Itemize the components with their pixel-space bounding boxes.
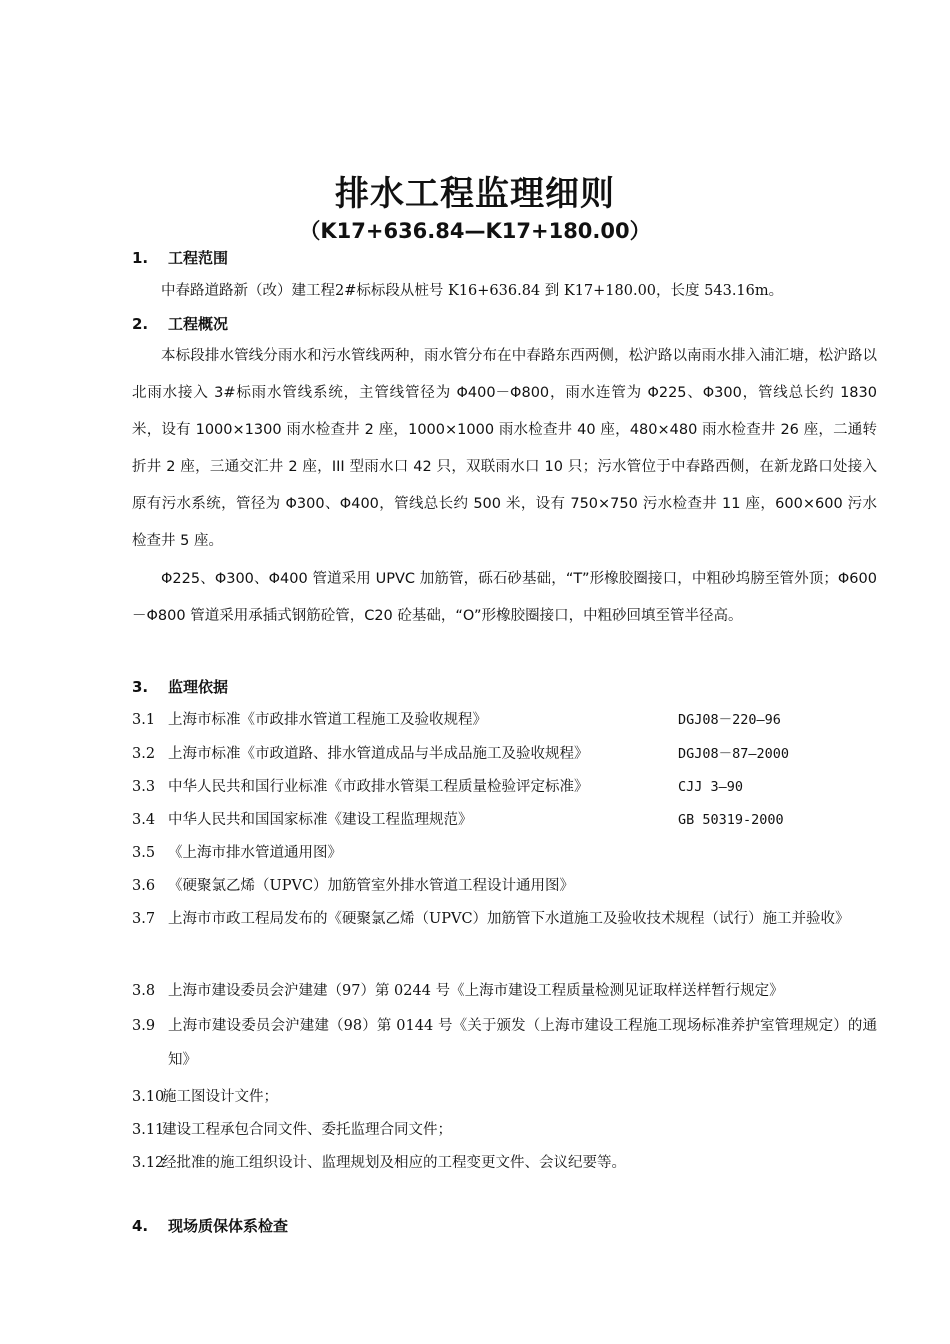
- reference-text: 上海市标准《市政道路、排水管道成品与半成品施工及验收规程》: [168, 746, 589, 762]
- reference-number: 3.7: [132, 911, 156, 927]
- section-1-paragraph: 中春路道路新（改）建工程2#标标段从桩号 K16+636.84 到 K17+180.00，长度 543.16m。: [161, 283, 784, 299]
- reference-number: 3.6: [132, 878, 156, 894]
- reference-number: 3.8: [132, 983, 156, 999]
- reference-number: 3.3: [132, 779, 156, 795]
- section-heading-3: [132, 675, 228, 699]
- reference-text: 中华人民共和国国家标准《建设工程监理规范》: [168, 812, 473, 828]
- section-heading-2: [132, 312, 228, 336]
- section-number: 3.: [132, 678, 149, 696]
- reference-number: 3.1: [132, 712, 156, 728]
- reference-code: DGJ08－87—2000: [678, 746, 790, 762]
- section-title: 工程概况: [168, 315, 229, 333]
- reference-number: 3.12: [132, 1155, 165, 1171]
- reference-text: 上海市市政工程局发布的《硬聚氯乙烯（UPVC）加筋管下水道施工及验收技术规程（试行）施工并验收》: [168, 911, 850, 927]
- reference-code: GB 50319-2000: [678, 812, 784, 828]
- section-heading-1: [132, 246, 228, 270]
- section-number: 2.: [132, 315, 149, 333]
- reference-text: 建设工程承包合同文件、委托监理合同文件；: [162, 1122, 452, 1138]
- section-2-paragraph-1: 本标段排水管线分雨水和污水管线两种，雨水管分布在中春路东西两侧，松沪路以南雨水排入浦汇塘，松沪路以北雨水接入 3#标雨水管线系统，主管线管径为 Φ400－Φ800，雨水连管为 Φ225、Φ300，管线总长约 1830 米，设有 1000×1300 雨水检查井 2 座，1000×1000 雨水检查井 40 座，480×480 雨水检查井 26 座，二通转折井 2 座，三通交汇井 2 座，III 型雨水口 42 只，双联雨水口 10 只；污水管位于中春路西侧，在新龙路口处接入原有污水系统，管径为 Φ300、Φ400，管线总长约 500 米，设有 750×750 污水检查井 11 座，600×600 污水检查井 5 座。: [132, 348, 877, 549]
- section-number: 4.: [132, 1217, 149, 1235]
- section-title: 工程范围: [168, 249, 229, 267]
- reference-text: 施工图设计文件；: [162, 1089, 278, 1105]
- reference-number: 3.4: [132, 812, 156, 828]
- reference-text: 上海市标准《市政排水管道工程施工及验收规程》: [168, 712, 487, 728]
- reference-text: 中华人民共和国行业标准《市政排水管渠工程质量检验评定标准》: [168, 779, 589, 795]
- reference-text: 《上海市排水管道通用图》: [168, 845, 342, 861]
- reference-code: CJJ 3—90: [678, 779, 744, 795]
- section-number: 1.: [132, 249, 149, 267]
- reference-number: 3.10: [132, 1089, 165, 1105]
- section-title: 监理依据: [168, 678, 229, 696]
- reference-text: 上海市建设委员会沪建建（97）第 0244 号《上海市建设工程质量检测见证取样送样暂行规定》: [168, 983, 784, 999]
- reference-text: 《硬聚氯乙烯（UPVC）加筋管室外排水管道工程设计通用图》: [168, 878, 575, 894]
- section-2-paragraph-2: Φ225、Φ300、Φ400 管道采用 UPVC 加筋管，砾石砂基础，“T”形橡胶圈接口，中粗砂坞膀至管外顶；Φ600－Φ800 管道采用承插式钢筋砼管，C20 砼基础，“O”形橡胶圈接口，中粗砂回填至管半径高。: [132, 571, 877, 624]
- section-title: 现场质保体系检查: [168, 1217, 289, 1235]
- document-title: 排水工程监理细则: [335, 174, 615, 214]
- reference-code: DGJ08－220—96: [678, 712, 781, 728]
- reference-number: 3.9: [132, 1018, 156, 1034]
- reference-number: 3.5: [132, 845, 156, 861]
- document-subtitle: （K17+636.84—K17+180.00）: [299, 219, 651, 243]
- reference-text: 经批准的施工组织设计、监理规划及相应的工程变更文件、会议纪要等。: [162, 1155, 626, 1171]
- reference-number: 3.11: [132, 1122, 165, 1138]
- section-heading-4: [132, 1214, 288, 1238]
- reference-number: 3.2: [132, 746, 156, 762]
- reference-text: 上海市建设委员会沪建建（98）第 0144 号《关于颁发（上海市建设工程施工现场标准养护室管理规定）的通知》: [168, 1018, 877, 1068]
